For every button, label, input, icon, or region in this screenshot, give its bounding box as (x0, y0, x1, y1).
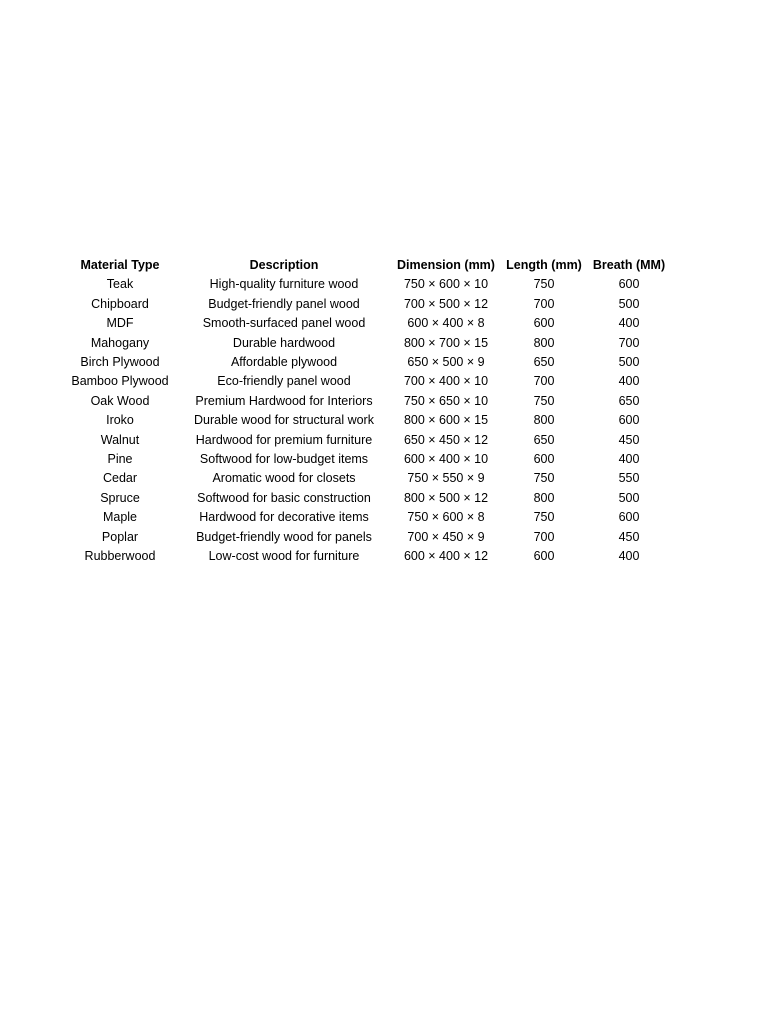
cell-breath: 700 (618, 335, 640, 350)
cell-description: Low-cost wood for furniture (208, 549, 360, 564)
cell-breath: 600 (618, 277, 640, 292)
cell-length: 750 (533, 393, 555, 408)
table-row (62, 528, 672, 547)
cell-material-type: Chipboard (91, 296, 149, 311)
cell-dimension: 800 × 700 × 15 (403, 335, 489, 350)
cell-dimension: 700 × 500 × 12 (403, 296, 489, 311)
cell-length: 750 (533, 277, 555, 292)
table-row (62, 508, 672, 527)
header-material-type: Material Type (80, 258, 160, 272)
cell-length: 750 (533, 510, 555, 525)
table-row (62, 275, 672, 294)
cell-description: Affordable plywood (230, 355, 338, 370)
cell-breath: 400 (618, 549, 640, 564)
table-row (62, 372, 672, 391)
cell-material-type: Mahogany (90, 335, 150, 350)
cell-dimension: 600 × 400 × 10 (403, 452, 489, 467)
table-row (62, 411, 672, 430)
table-row (62, 295, 672, 314)
cell-breath: 500 (618, 355, 640, 370)
cell-material-type: Bamboo Plywood (71, 374, 169, 389)
table-row (62, 353, 672, 372)
header-dimension: Dimension (mm) (397, 258, 495, 272)
cell-dimension: 650 × 500 × 9 (407, 355, 485, 370)
cell-dimension: 700 × 400 × 10 (403, 374, 489, 389)
cell-dimension: 600 × 400 × 12 (403, 549, 489, 564)
cell-breath: 400 (618, 374, 640, 389)
cell-breath: 450 (618, 432, 640, 447)
cell-material-type: Cedar (102, 471, 138, 486)
table-row (62, 314, 672, 333)
cell-breath: 450 (618, 529, 640, 544)
cell-description: Softwood for low-budget items (199, 452, 369, 467)
cell-dimension: 800 × 600 × 15 (403, 413, 489, 428)
cell-material-type: MDF (106, 316, 134, 331)
header-breath: Breath (MM) (592, 258, 666, 272)
cell-length: 750 (533, 471, 555, 486)
cell-dimension: 750 × 650 × 10 (403, 393, 489, 408)
cell-length: 700 (533, 529, 555, 544)
cell-length: 600 (533, 316, 555, 331)
cell-breath: 550 (618, 471, 640, 486)
table-row (62, 392, 672, 411)
cell-dimension: 600 × 400 × 8 (407, 316, 485, 331)
cell-material-type: Oak Wood (90, 393, 150, 408)
cell-material-type: Maple (102, 510, 138, 525)
cell-dimension: 750 × 600 × 10 (403, 277, 489, 292)
cell-breath: 650 (618, 393, 640, 408)
materials-table (62, 256, 672, 567)
cell-description: Budget-friendly panel wood (208, 296, 360, 311)
cell-description: Hardwood for decorative items (199, 510, 369, 525)
cell-description: High-quality furniture wood (209, 277, 359, 292)
table-header (62, 256, 672, 275)
cell-description: Aromatic wood for closets (212, 471, 356, 486)
table-row (62, 450, 672, 469)
table-row (62, 469, 672, 488)
cell-description: Smooth-surfaced panel wood (202, 316, 366, 331)
cell-material-type: Poplar (101, 529, 139, 544)
cell-material-type: Iroko (106, 413, 134, 428)
header-row (62, 256, 672, 275)
cell-description: Premium Hardwood for Interiors (195, 393, 373, 408)
cell-material-type: Teak (106, 277, 134, 292)
cell-description: Budget-friendly wood for panels (196, 529, 372, 544)
cell-length: 800 (533, 490, 555, 505)
cell-breath: 600 (618, 510, 640, 525)
cell-description: Softwood for basic construction (197, 490, 371, 505)
cell-length: 650 (533, 432, 555, 447)
cell-description: Durable wood for structural work (194, 413, 374, 428)
table-body (62, 275, 672, 566)
cell-dimension: 750 × 600 × 8 (407, 510, 485, 525)
cell-length: 700 (533, 296, 555, 311)
cell-description: Hardwood for premium furniture (195, 432, 373, 447)
cell-length: 800 (533, 413, 555, 428)
header-length: Length (mm) (506, 258, 582, 272)
cell-length: 600 (533, 549, 555, 564)
table-row (62, 334, 672, 353)
table-row (62, 547, 672, 566)
cell-length: 800 (533, 335, 555, 350)
cell-length: 650 (533, 355, 555, 370)
cell-material-type: Pine (107, 452, 133, 467)
table-row (62, 489, 672, 508)
cell-dimension: 750 × 550 × 9 (407, 471, 485, 486)
cell-dimension: 700 × 450 × 9 (407, 529, 485, 544)
cell-material-type: Walnut (100, 432, 140, 447)
cell-dimension: 800 × 500 × 12 (403, 490, 489, 505)
cell-breath: 400 (618, 316, 640, 331)
cell-material-type: Birch Plywood (80, 355, 160, 370)
cell-material-type: Rubberwood (84, 549, 156, 564)
cell-breath: 600 (618, 413, 640, 428)
cell-length: 600 (533, 452, 555, 467)
cell-breath: 400 (618, 452, 640, 467)
cell-breath: 500 (618, 296, 640, 311)
cell-length: 700 (533, 374, 555, 389)
cell-dimension: 650 × 450 × 12 (403, 432, 489, 447)
cell-description: Eco-friendly panel wood (217, 374, 351, 389)
table-row (62, 431, 672, 450)
cell-material-type: Spruce (100, 490, 140, 505)
cell-breath: 500 (618, 490, 640, 505)
header-description: Description (249, 258, 319, 272)
cell-description: Durable hardwood (232, 335, 336, 350)
